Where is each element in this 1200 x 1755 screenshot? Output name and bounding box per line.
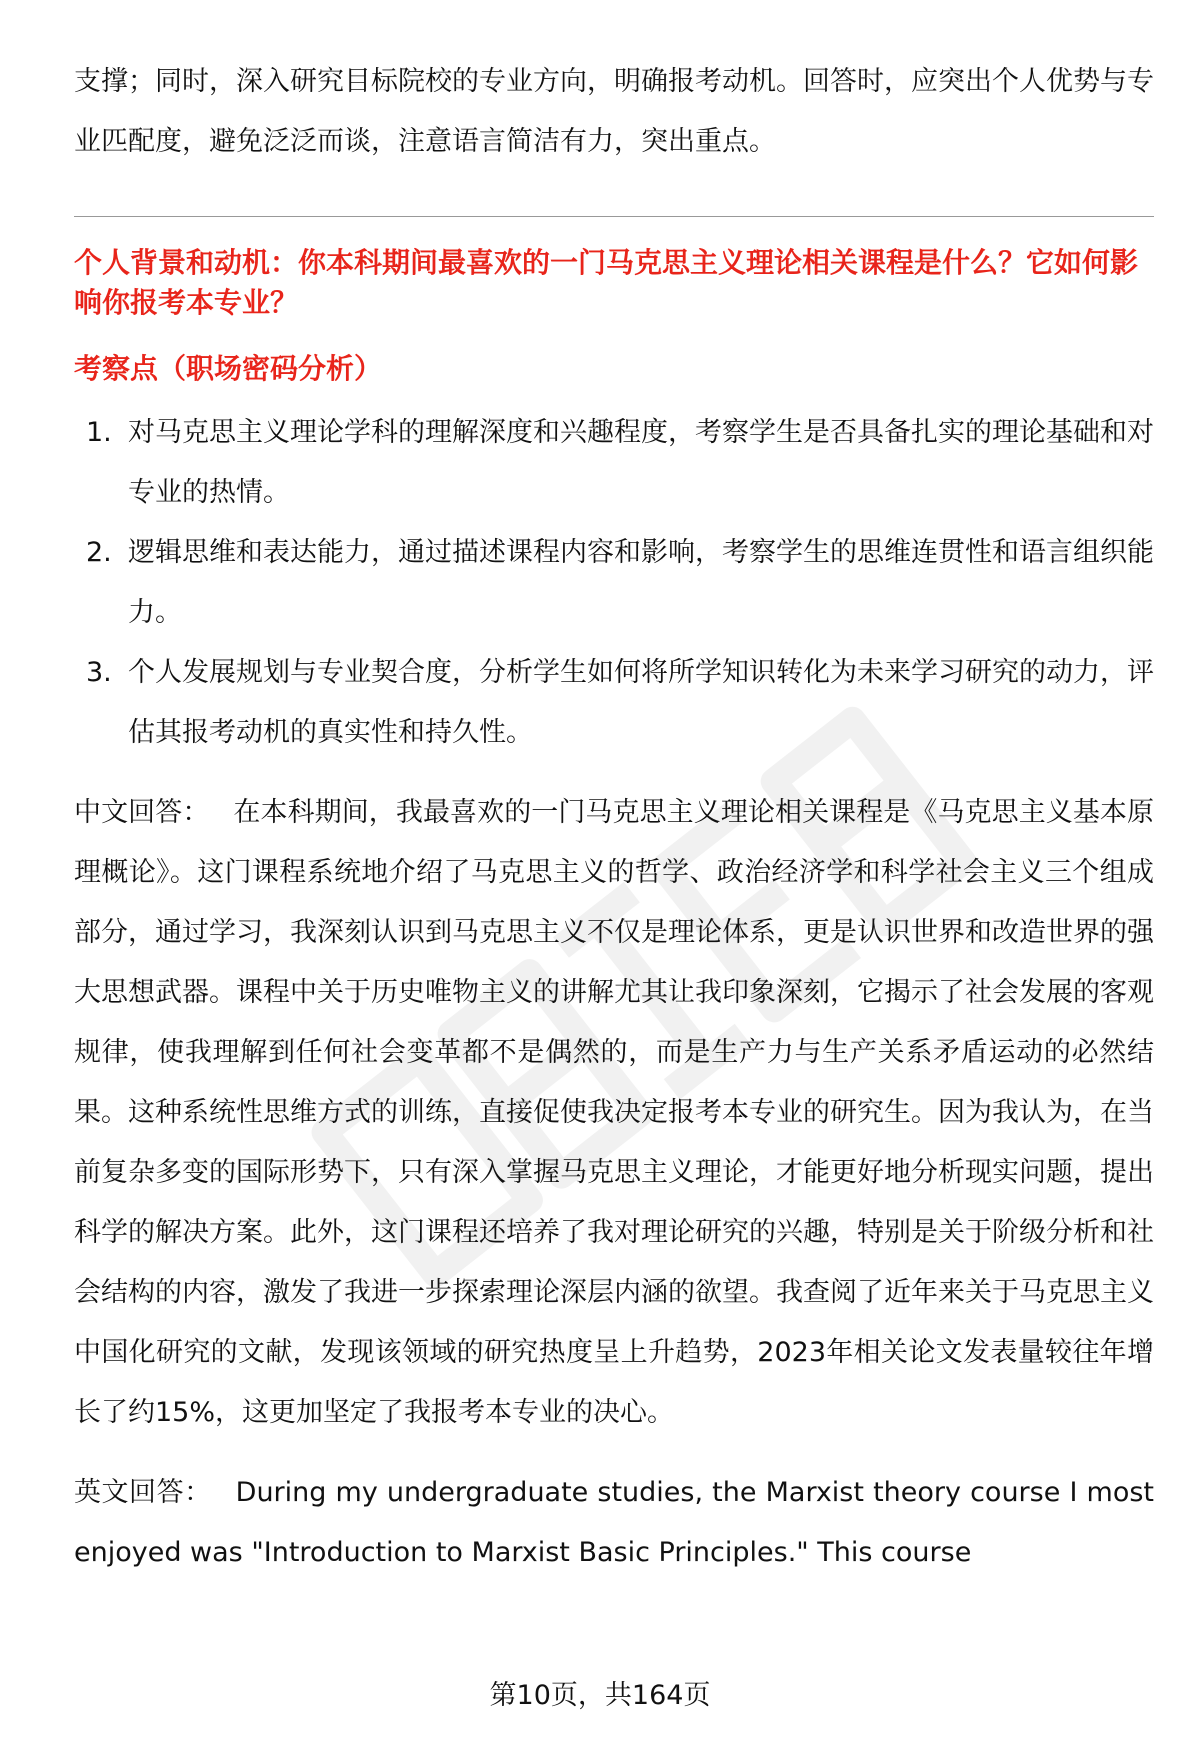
document-body xyxy=(74,52,1154,1583)
chinese-answer-text: 在本科期间，我最喜欢的一门马克思主义理论相关课程是《马克思主义基本原理概论》。这门课程系统地介绍了马克思主义的哲学、政治经济学和科学社会主义三个组成部分，通过学习，我深刻认识到马克思主义不仅是理论体系，更是认识世界和改造世界的强大思想武器。课程中关于历史唯物主义的讲解尤其让我印象深刻，它揭示了社会发展的客观规律，使我理解到任何社会变革都不是偶然的，而是生产力与生产关系矛盾运动的必然结果。这种系统性思维方式的训练，直接促使我决定报考本专业的研究生。因为我认为，在当前复杂多变的国际形势下，只有深入掌握马克思主义理论，才能更好地分析现实问题，提出科学的解决方案。此外，这门课程还培养了我对理论研究的兴趣，特别是关于阶级分析和社会结构的内容，激发了我进一步探索理论深层内涵的欲望。我查阅了近年来关于马克思主义中国化研究的文献，发现该领域的研究热度呈上升趋势，2023年相关论文发表量较往年增长了约15%，这更加坚定了我报考本专业的决心。 xyxy=(74,797,1155,1428)
focus-points-list xyxy=(74,403,1154,763)
english-answer-paragraph xyxy=(74,1463,1154,1583)
list-item-number: 1. xyxy=(86,417,112,448)
chinese-answer-label: 中文回答： xyxy=(74,797,210,828)
list-item xyxy=(74,523,1154,643)
list-item xyxy=(74,403,1154,523)
section-divider xyxy=(74,216,1154,217)
list-item-text: 对马克思主义理论学科的理解深度和兴趣程度，考察学生是否具备扎实的理论基础和对专业的热情。 xyxy=(128,417,1154,508)
list-item-text: 逻辑思维和表达能力，通过描述课程内容和影响，考察学生的思维连贯性和语言组织能力。 xyxy=(128,537,1154,628)
list-item-text: 个人发展规划与专业契合度，分析学生如何将所学知识转化为未来学习研究的动力，评估其报考动机的真实性和持久性。 xyxy=(128,657,1154,748)
list-item-number: 3. xyxy=(86,657,112,688)
list-item xyxy=(74,643,1154,763)
focus-heading: 考察点（职场密码分析） xyxy=(74,352,383,385)
chinese-answer-paragraph xyxy=(74,783,1154,1443)
page-number-footer: 第10页，共164页 xyxy=(489,1680,711,1711)
intro-tail-paragraph: 支撑；同时，深入研究目标院校的专业方向，明确报考动机。回答时，应突出个人优势与专业匹配度，避免泛泛而谈，注意语言简洁有力，突出重点。 xyxy=(74,66,1154,157)
list-item-number: 2. xyxy=(86,537,112,568)
english-answer-text: During my undergraduate studies, the Marxist theory course I most enjoyed was "Introduction to Marxist Basic Principles." This course xyxy=(74,1477,1155,1568)
english-answer-label: 英文回答： xyxy=(74,1477,212,1508)
question-heading: 个人背景和动机：你本科期间最喜欢的一门马克思主义理论相关课程是什么？它如何影响你报考本专业？ xyxy=(74,246,1139,319)
